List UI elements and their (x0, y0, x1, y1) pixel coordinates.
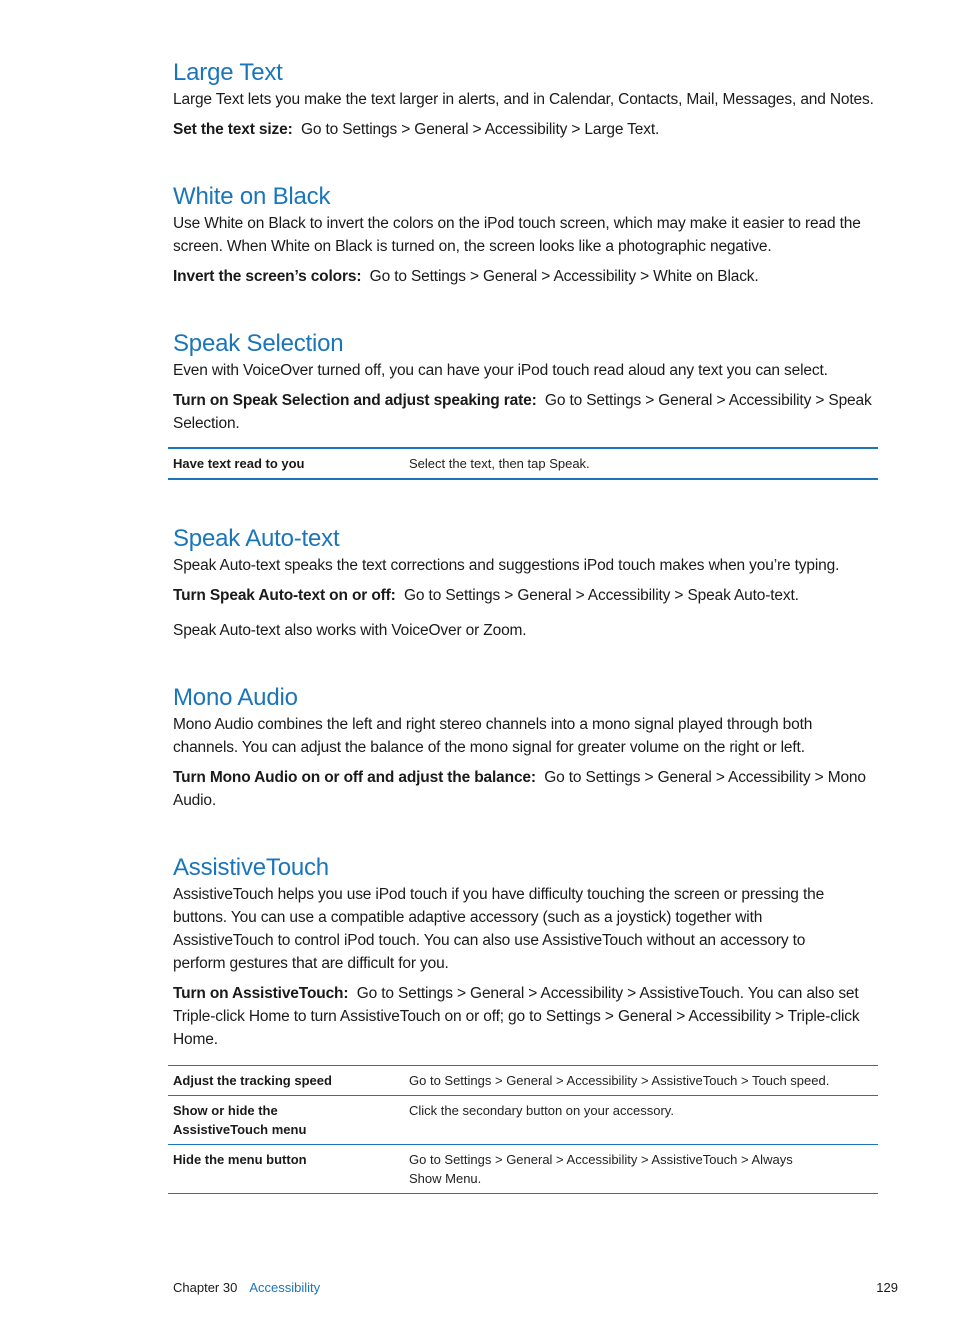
task-line: Adjust the tracking speed (173, 1073, 332, 1088)
section-assistivetouch (173, 853, 879, 1194)
table-how-cell (404, 1096, 878, 1145)
body-paragraph: Mono Audio combines the left and right stereo channels into a mono signal played through both channels. You can adjust the balance of the mono signal for greater volume on the right or left. (173, 716, 813, 756)
table-how-cell: Select the text, then tap Speak. (409, 456, 590, 471)
footer-chapter: Chapter 30 (173, 1280, 238, 1295)
section-heading: Mono Audio (173, 684, 298, 711)
task-line: AssistiveTouch menu (173, 1122, 307, 1137)
section-speak-auto-text (173, 524, 879, 642)
section-large-text (173, 58, 879, 141)
footer-page-number: 129 (876, 1280, 898, 1295)
instruction-text: Go to Settings > General > Accessibility > AssistiveTouch. You can also set Triple-click Home to turn AssistiveTouch on or off; go to Settings > General > Accessibility > Triple-click Home. (173, 985, 860, 1048)
body-paragraph: Speak Auto-text speaks the text corrections and suggestions iPod touch makes when you’re typing. (173, 557, 840, 574)
instruction-paragraph (173, 265, 879, 288)
table-task-cell (168, 1096, 404, 1145)
instruction-label: Turn on Speak Selection and adjust speaking rate: (173, 392, 537, 409)
body-paragraph: AssistiveTouch helps you use iPod touch if you have difficulty touching the screen or pressing the buttons. You can use a compatible adaptive accessory (such as a joystick) together with AssistiveTouch to control iPod touch. You can also use AssistiveTouch without an accessory to perform gestures that are difficult for you. (173, 886, 825, 972)
section-heading: Speak Selection (173, 330, 344, 357)
instruction-text: Go to Settings > General > Accessibility > White on Black. (369, 268, 759, 285)
section-white-on-black (173, 182, 879, 288)
section-heading: Speak Auto-text (173, 525, 340, 552)
table-task-cell (168, 1145, 404, 1194)
body-paragraph: Use White on Black to invert the colors on the iPod touch screen, which may make it easier to read the screen. When White on Black is turned on, the screen looks like a photographic negative. (173, 215, 861, 255)
page-content (173, 58, 879, 1194)
instruction-text: Go to Settings > General > Accessibility > Large Text. (300, 121, 660, 138)
assistivetouch-table (168, 1065, 878, 1194)
table-row (168, 1145, 878, 1194)
table-how-cell (404, 1066, 878, 1096)
task-line: Hide the menu button (173, 1152, 307, 1167)
footer-chapter-name-link[interactable]: Accessibility (249, 1280, 321, 1295)
instruction-text: Go to Settings > General > Accessibility > Mono Audio. (173, 769, 866, 809)
how-line: Show Menu. (409, 1171, 482, 1186)
task-line: Show or hide the (173, 1103, 278, 1118)
instruction-paragraph (173, 389, 879, 435)
instruction-paragraph (173, 584, 879, 607)
table-row (168, 448, 878, 479)
table-task-cell: Have text read to you (173, 456, 305, 471)
table-how-cell (404, 1145, 878, 1194)
instruction-label: Turn Speak Auto-text on or off: (173, 587, 396, 604)
section-mono-audio (173, 683, 879, 812)
page-footer (173, 1279, 898, 1297)
speak-selection-table (168, 447, 878, 480)
body-paragraph: Even with VoiceOver turned off, you can have your iPod touch read aloud any text you can select. (173, 362, 828, 379)
section-heading: Large Text (173, 59, 283, 86)
instruction-paragraph (173, 982, 879, 1051)
section-heading: AssistiveTouch (173, 854, 329, 881)
table-row (168, 1066, 878, 1096)
section-speak-selection (173, 329, 879, 480)
table-row (168, 1096, 878, 1145)
body-paragraph: Large Text lets you make the text larger in alerts, and in Calendar, Contacts, Mail, Messages, and Notes. (173, 91, 874, 108)
instruction-paragraph (173, 118, 879, 141)
table-task-cell (168, 1066, 404, 1096)
how-line: Click the secondary button on your accessory. (409, 1103, 674, 1118)
instruction-paragraph (173, 766, 879, 812)
instruction-text: Go to Settings > General > Accessibility > Speak Auto-text. (404, 587, 799, 604)
instruction-label: Invert the screen’s colors: (173, 268, 362, 285)
how-line: Go to Settings > General > Accessibility > AssistiveTouch > Always (409, 1152, 793, 1167)
how-line: Go to Settings > General > Accessibility > AssistiveTouch > Touch speed. (409, 1073, 830, 1088)
note-paragraph: Speak Auto-text also works with VoiceOver or Zoom. (173, 622, 527, 639)
instruction-label: Set the text size: (173, 121, 293, 138)
instruction-label: Turn Mono Audio on or off and adjust the balance: (173, 769, 536, 786)
instruction-label: Turn on AssistiveTouch: (173, 985, 349, 1002)
instruction-text: Go to Settings > General > Accessibility > Speak Selection. (173, 392, 872, 432)
section-heading: White on Black (173, 183, 331, 210)
